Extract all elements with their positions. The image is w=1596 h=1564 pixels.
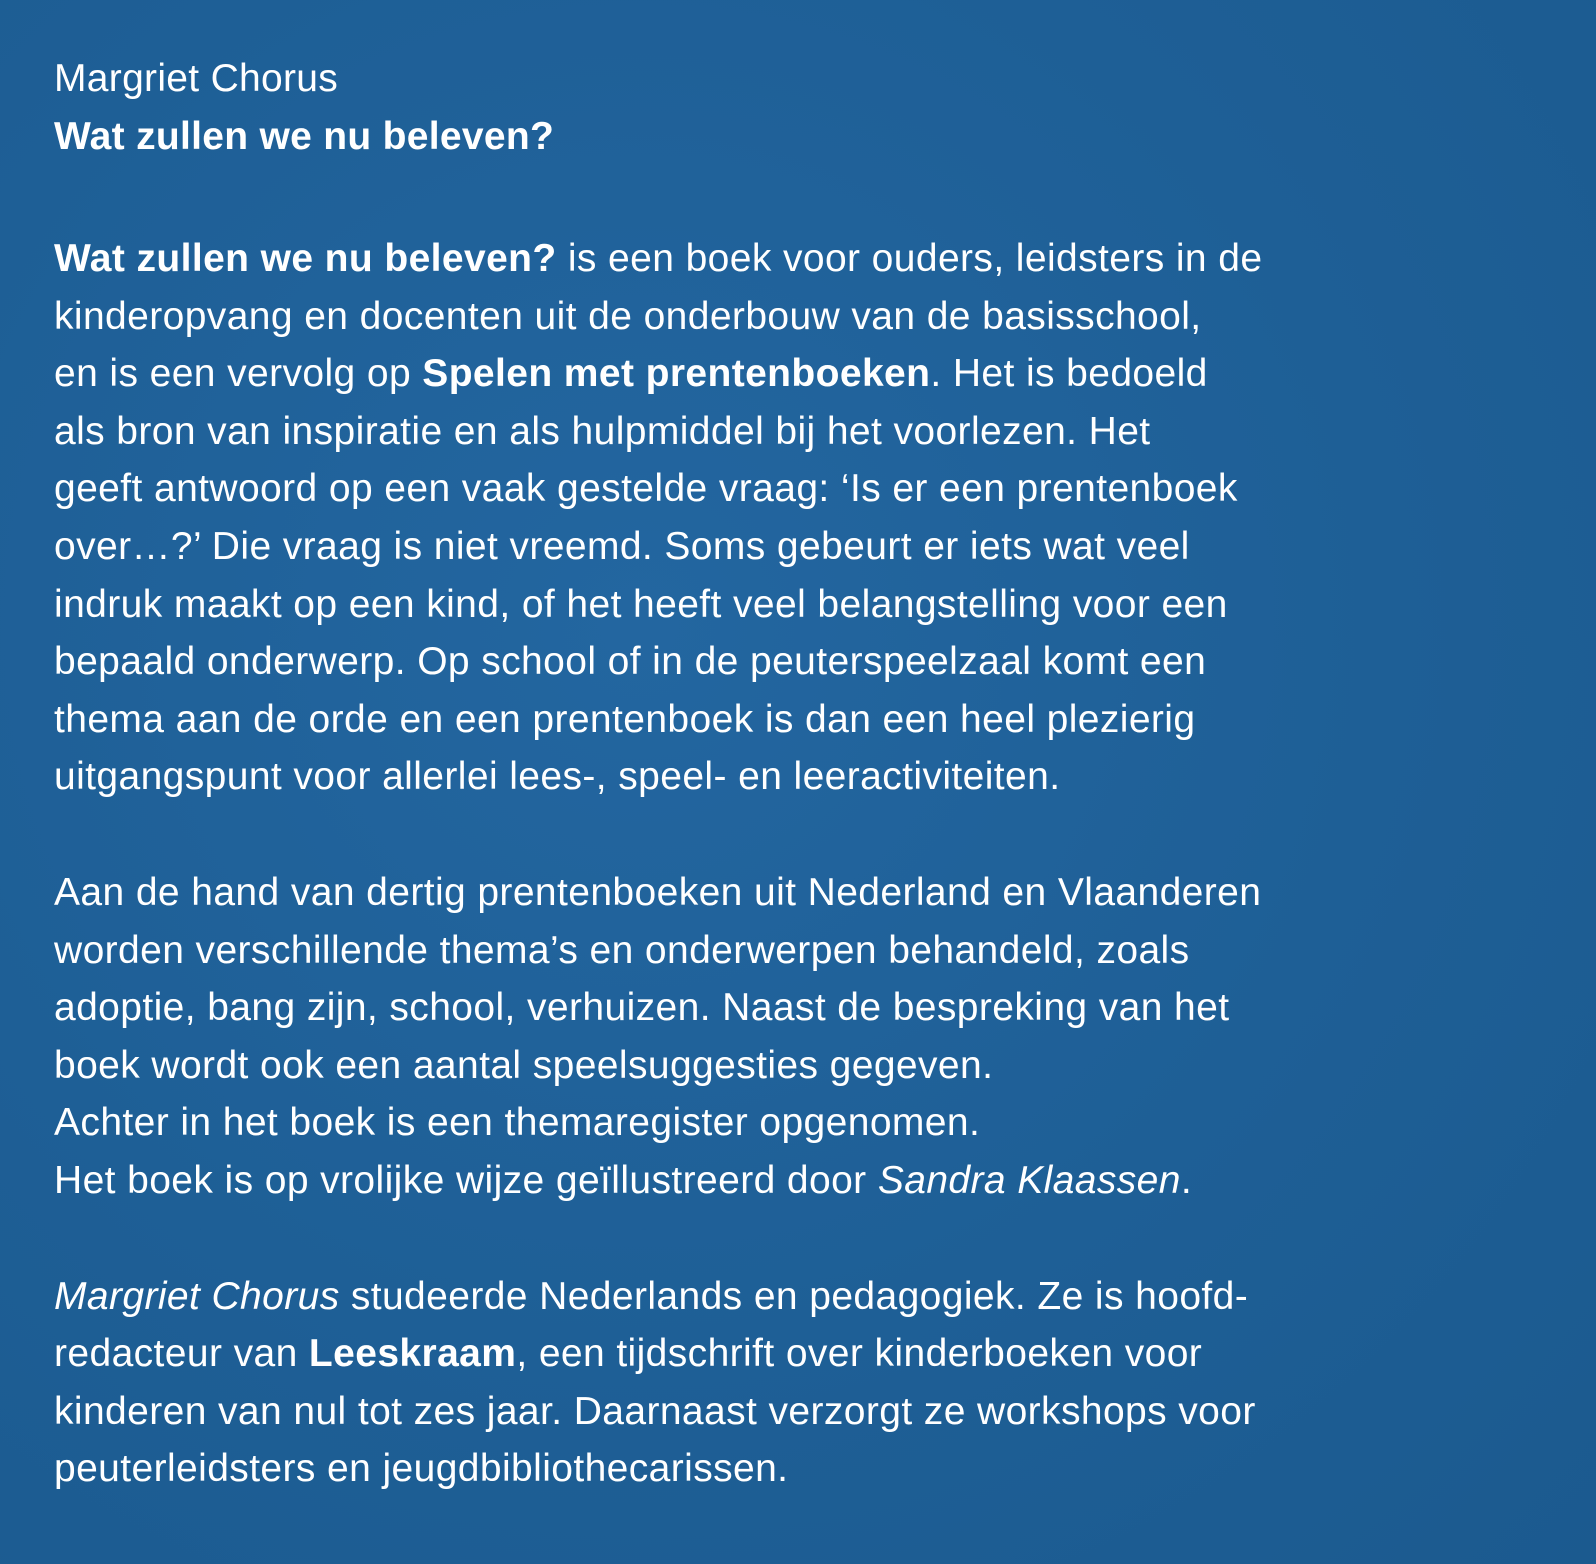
previous-book-title: Spelen met prentenboeken	[422, 352, 931, 396]
author-name: Margriet Chorus	[54, 57, 339, 100]
bio-line: Margriet Chorus studeerde Nederlands en pedagogiek. Ze is hoofd-	[54, 1274, 1249, 1318]
content-line: Achter in het boek is een themaregister opgenomen.	[54, 1101, 981, 1145]
blurb-line: over…?’ Die vraag is niet vreemd. Soms gebeurt er iets wat veel	[54, 524, 1190, 568]
book-title: Wat zullen we nu beleven?	[54, 115, 555, 158]
content-line: Het boek is op vrolijke wijze geïllustreerd door Sandra Klaassen.	[54, 1158, 1193, 1202]
blurb-line: thema aan de orde en een prentenboek is dan een heel plezierig	[54, 697, 1196, 741]
blurb-line: indruk maakt op een kind, of het heeft veel belangstelling voor een	[54, 582, 1228, 626]
bio-line: peuterleidsters en jeugdbibliothecarissen.	[54, 1447, 789, 1491]
content-line: Aan de hand van dertig prentenboeken uit Nederland en Vlaanderen	[54, 870, 1262, 914]
bio-line: redacteur van Leeskraam, een tijdschrift over kinderboeken voor	[54, 1332, 1203, 1376]
illustrator-name: Sandra Klaassen	[877, 1158, 1181, 1202]
bio-line: kinderen van nul tot zes jaar. Daarnaast verzorgt ze workshops voor	[54, 1389, 1256, 1433]
blurb-title-bold: Wat zullen we nu beleven?	[54, 237, 557, 280]
magazine-name: Leeskraam	[308, 1332, 517, 1376]
blurb-line: als bron van inspiratie en als hulpmiddel bij het voorlezen. Het	[54, 409, 1151, 453]
bio-author-name: Margriet Chorus	[54, 1274, 340, 1318]
content-line: adoptie, bang zijn, school, verhuizen. Naast de bespreking van het	[54, 986, 1230, 1030]
blurb-line: geeft antwoord op een vaak gestelde vraag: ‘Is er een prentenboek	[54, 467, 1238, 511]
blurb-line: kinderopvang en docenten uit de onderbouw van de basisschool,	[54, 294, 1202, 338]
blurb-line: uitgangspunt voor allerlei lees-, speel- en leeractiviteiten.	[54, 755, 1061, 799]
blurb-line: Wat zullen we nu beleven? is een boek voor ouders, leidsters in de	[54, 237, 1263, 280]
author-bio-paragraph	[54, 1268, 1536, 1498]
content-line: boek wordt ook een aantal speelsuggesties gegeven.	[54, 1043, 994, 1087]
content-line: worden verschillende thema’s en onderwerpen behandeld, zoals	[54, 928, 1190, 972]
blurb-line: bepaald onderwerp. Op school of in de peuterspeelzaal komt een	[54, 640, 1207, 684]
blurb-line: en is een vervolg op Spelen met prentenboeken. Het is bedoeld	[54, 352, 1208, 396]
blurb-paragraph	[54, 230, 1536, 806]
content-paragraph	[54, 864, 1536, 1210]
